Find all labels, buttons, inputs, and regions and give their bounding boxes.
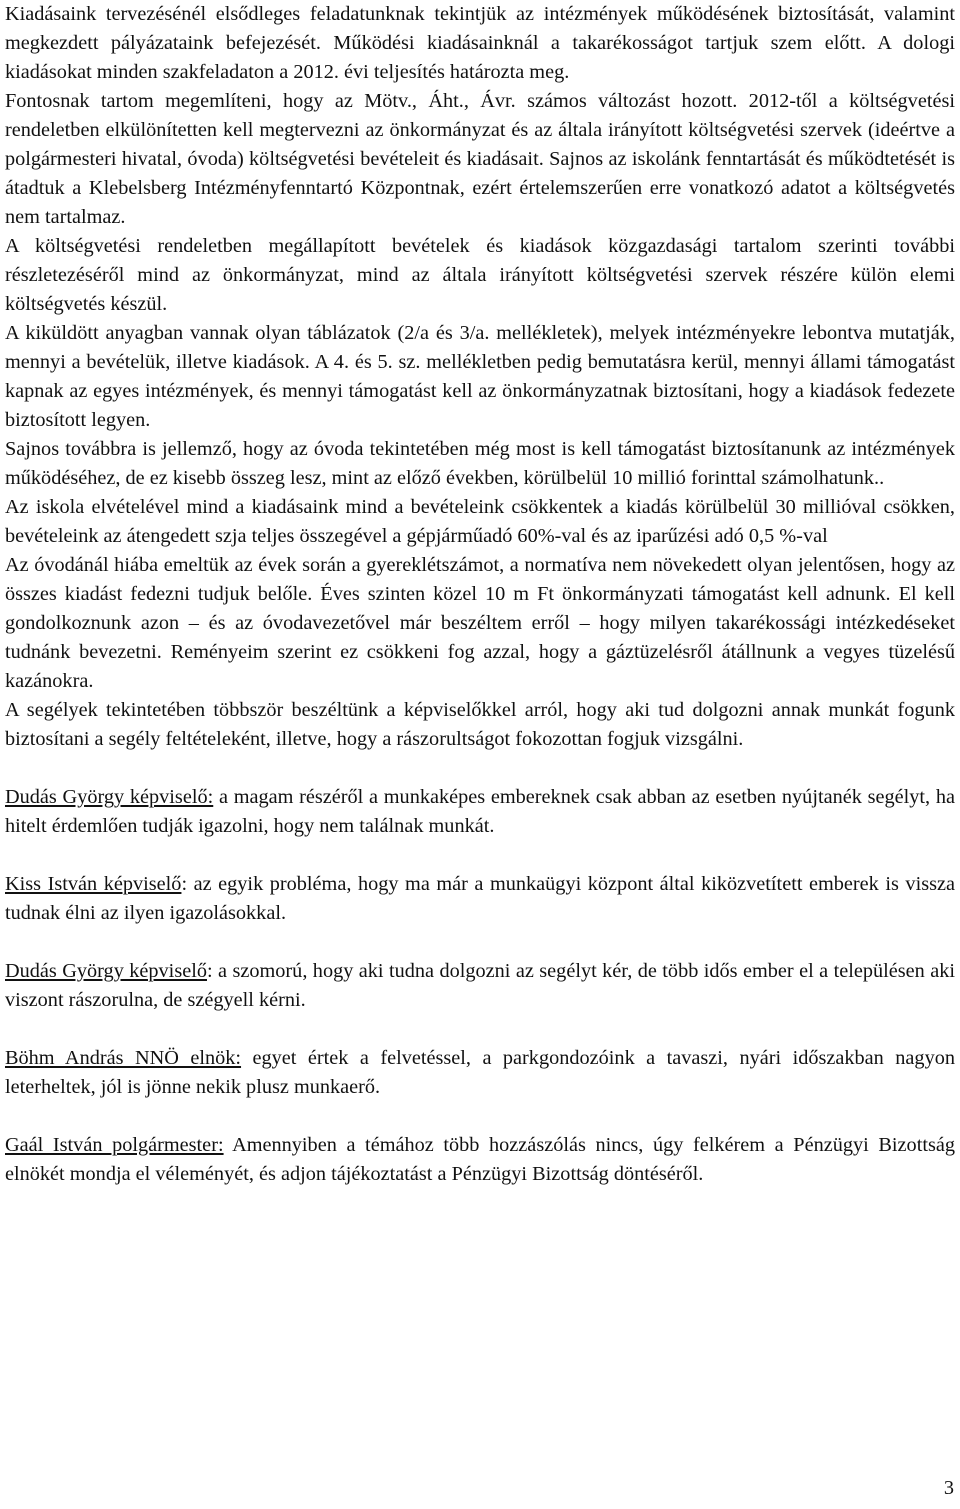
speaker-name: Dudás György képviselő bbox=[5, 960, 207, 982]
paragraph-kindergarten-costs: Az óvodánál hiába emeltük az évek során a gyereklétszámot, a normatíva nem növekedett olyan jelentősen, hogy az összes kiadást fedezni tudjuk belőle. Éves szinten közel 10 m Ft önkormányzati támogatást kell adnunk. El kell gondolkoznunk azon – és az óvodavezetővel már beszéltem erről – hogy milyen takarékossági intézkedéseket tudnánk bevezetni. Reményeim szerint ez csökkeni fog azzal, hogy a gáztüzelésről átállnunk a vegyes tüzelésű kazánokra. bbox=[5, 554, 955, 692]
speech-bohm bbox=[5, 1044, 955, 1102]
speaker-name: Gaál István polgármester: bbox=[5, 1134, 224, 1156]
speech-text: : a szomorú, hogy aki tudna dolgozni az segélyt kér, de több idős ember el a településen aki viszont rászorulna, de szégyell kérni. bbox=[5, 960, 955, 1011]
document-page bbox=[5, 0, 955, 1189]
paragraph-legal-changes: Fontosnak tartom megemlíteni, hogy az Mötv., Áht., Ávr. számos változást hozott. 2012-től a költségvetési rendeletben elkülönítetten kell megtervezni az önkormányzat és az általa irányított költségvetési szervek (ideértve a polgármesteri hivatal, óvoda) költségvetési bevételeit és kiadásait. Sajnos az iskolánk fenntartását és működtetését is átadtuk a Klebelsberg Intézményfenntartó Központnak, ezért értelemszerűen erre vonatkozó adatot a költségvetés nem tartalmaz. bbox=[5, 90, 955, 228]
speaker-name: Böhm András NNÖ elnök: bbox=[5, 1047, 242, 1069]
speech-text: Amennyiben a témához több hozzászólás nincs, úgy felkérem a Pénzügyi Bizottság elnökét mondja el véleményét, és adjon tájékoztatást a Pénzügyi Bizottság döntéséről. bbox=[5, 1134, 955, 1185]
speech-dudas-2 bbox=[5, 957, 955, 1015]
speaker-name: Dudás György képviselő: bbox=[5, 786, 214, 808]
speech-gaal bbox=[5, 1131, 955, 1189]
speech-kiss bbox=[5, 870, 955, 928]
speech-text: : az egyik probléma, hogy ma már a munkaügyi központ által kiközvetített emberek is vissza tudnak élni az ilyen igazolásokkal. bbox=[5, 873, 955, 924]
paragraph-elemental-budget: A költségvetési rendeletben megállapított bevételek és kiadások közgazdasági tartalom szerinti további részletezéséről mind az önkormányzat, mind az általa irányított költségvetési szervek részére külön elemi költségvetés készül. bbox=[5, 235, 955, 315]
paragraph-social-aid: A segélyek tekintetében többször beszéltünk a képviselőkkel arról, hogy aki tud dolgozni annak munkát fogunk biztosítani a segély feltételeként, illetve, hogy a rászorultságot fokozottan fogjuk vizsgálni. bbox=[5, 699, 955, 750]
paragraph-annex-tables: A kiküldött anyagban vannak olyan táblázatok (2/a és 3/a. mellékletek), melyek intézményekre lebontva mutatják, mennyi a bevételük, illetve kiadások. A 4. és 5. sz. mellékletben pedig bemutatásra kerül, mennyi állami támogatást kapnak az egyes intézmények, és mennyi támogatást kell az önkormányzatnak biztosítani, hogy a kiadások fedezete biztosított legyen. bbox=[5, 322, 955, 431]
paragraph-expense-planning: Kiadásaink tervezésénél elsődleges feladatunknak tekintjük az intézmények működésének biztosítását, valamint megkezdett pályázataink befejezését. Működési kiadásainknál a takarékosságot tartjuk szem előtt. A dologi kiadásokat minden szakfeladaton a 2012. évi teljesítés határozta meg. bbox=[5, 3, 955, 83]
speech-text: egyet értek a felvetéssel, a parkgondozóink a tavaszi, nyári időszakban nagyon leterheltek, jól is jönne nekik plusz munkaerő. bbox=[5, 1047, 955, 1098]
paragraph-school-transfer: Az iskola elvételével mind a kiadásaink mind a bevételeink csökkentek a kiadás körülbelül 30 millióval csökken, bevételeink az átengedett szja teljes összegével a gépjárműadó 60%-val és az iparűzési adó 0,5 %-val bbox=[5, 496, 955, 547]
speaker-name: Kiss István képviselő bbox=[5, 873, 182, 895]
speech-dudas-1 bbox=[5, 783, 955, 841]
speech-text: a magam részéről a munkaképes embereknek csak abban az esetben nyújtanék segélyt, ha hitelt érdemlően tudják igazolni, hogy nem találnak munkát. bbox=[5, 786, 955, 837]
paragraph-kindergarten-support: Sajnos továbbra is jellemző, hogy az óvoda tekintetében még most is kell támogatást biztosítanunk az intézmények működéséhez, de ez kisebb összeg lesz, mint az előző években, körülbelül 10 millió forinttal számolhatunk.. bbox=[5, 438, 955, 489]
page-number: 3 bbox=[943, 1477, 954, 1499]
